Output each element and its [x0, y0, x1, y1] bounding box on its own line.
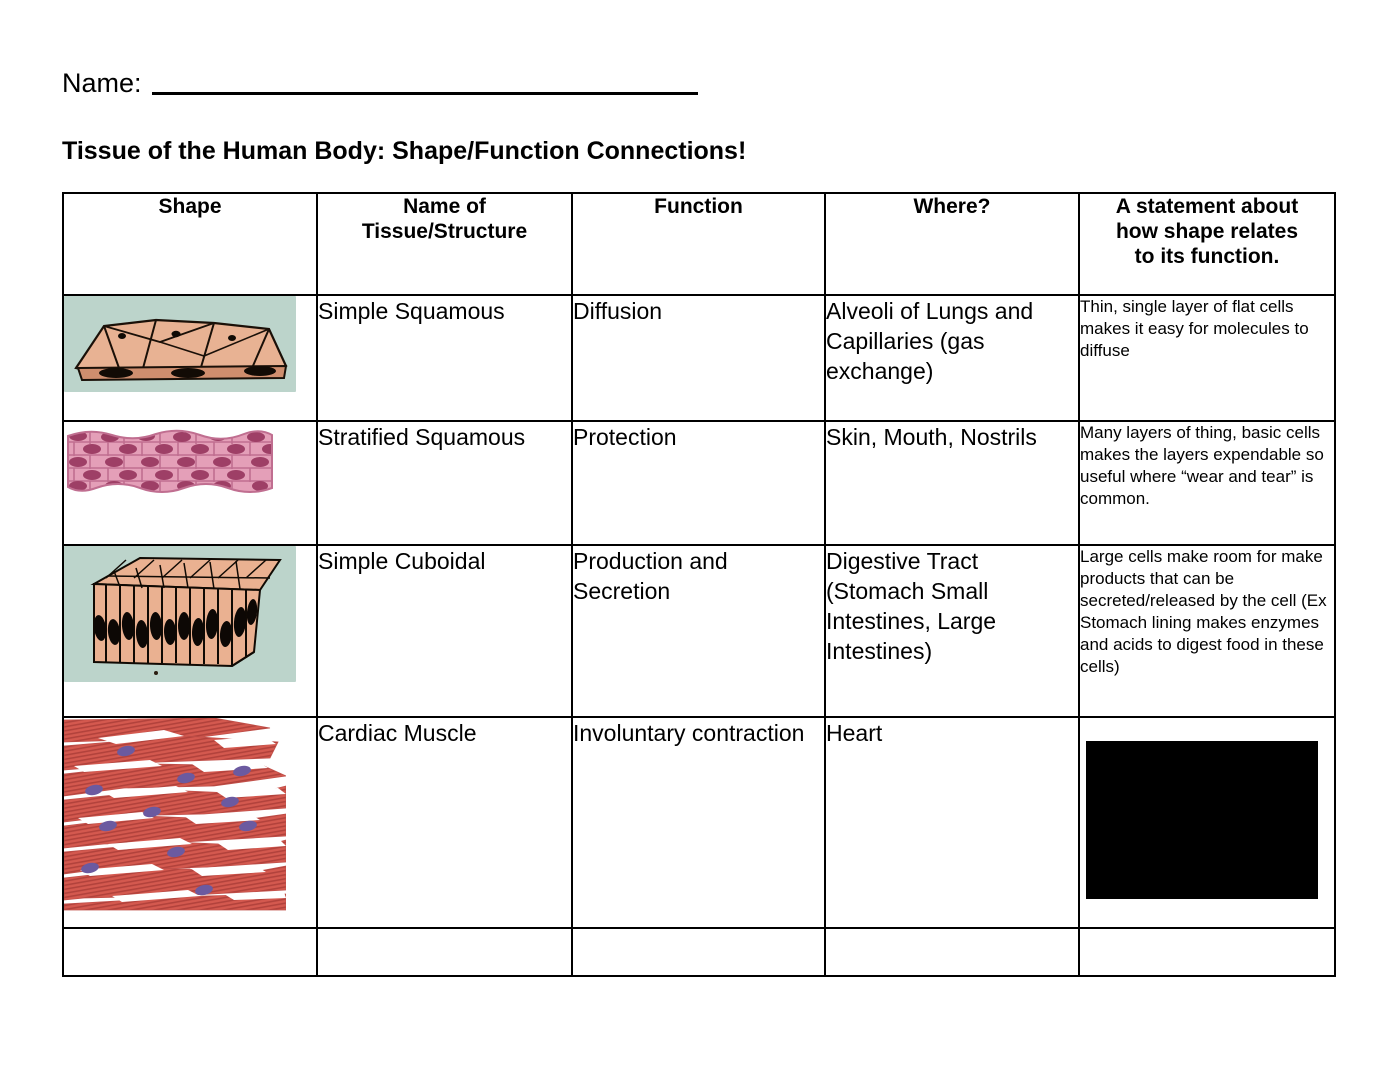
table-row	[63, 545, 1335, 717]
tissue-name-cell: Simple Cuboidal	[317, 545, 572, 717]
header-line: A statement about	[1115, 195, 1299, 218]
header-line: Where?	[913, 195, 991, 218]
header-line: Function	[654, 195, 743, 218]
tissue-name-cell: Cardiac Muscle	[317, 717, 572, 928]
table-row	[63, 717, 1335, 928]
redacted-content-block	[1086, 741, 1318, 899]
function-cell[interactable]	[572, 928, 825, 976]
shape-image-cell	[63, 545, 317, 717]
tissue-name-cell: Simple Squamous	[317, 295, 572, 421]
where-cell[interactable]	[825, 928, 1079, 976]
tissue-name-cell[interactable]	[317, 928, 572, 976]
stratified-squamous-epithelium-icon	[64, 422, 276, 500]
column-header-name	[317, 193, 572, 295]
table-row	[63, 421, 1335, 545]
shape-image-cell	[63, 295, 317, 421]
function-cell: Diffusion	[572, 295, 825, 421]
table-row	[63, 928, 1335, 976]
simple-squamous-epithelium-icon	[64, 296, 296, 392]
statement-cell: Many layers of thing, basic cells makes the layers expendable so useful where “wear and tear” is common.	[1079, 421, 1335, 545]
column-header-statement	[1079, 193, 1335, 295]
function-cell: Protection	[572, 421, 825, 545]
header-line: Name of	[403, 195, 486, 218]
statement-cell	[1079, 717, 1335, 928]
column-header-shape	[63, 193, 317, 295]
header-line: Shape	[158, 195, 222, 218]
tissue-name-cell: Stratified Squamous	[317, 421, 572, 545]
simple-cuboidal-epithelium-icon	[64, 546, 296, 682]
shape-image-cell	[63, 421, 317, 545]
table-header-row	[63, 193, 1335, 295]
where-cell: Heart	[825, 717, 1079, 928]
statement-cell: Thin, single layer of flat cells makes it easy for molecules to diffuse	[1079, 295, 1335, 421]
column-header-function	[572, 193, 825, 295]
where-cell: Digestive Tract (Stomach Small Intestines, Large Intestines)	[825, 545, 1079, 717]
statement-cell[interactable]	[1079, 928, 1335, 976]
header-line: Tissue/Structure	[361, 220, 528, 243]
table-row	[63, 295, 1335, 421]
shape-image-cell	[63, 717, 317, 928]
name-field-row	[62, 62, 698, 98]
statement-cell: Large cells make room for make products that can be secreted/released by the cell (Ex Stomach lining makes enzymes and acids to digest food in these cells)	[1079, 545, 1335, 717]
header-line: to its function.	[1134, 245, 1280, 268]
cardiac-muscle-tissue-icon	[64, 718, 286, 912]
name-label: Name:	[62, 68, 142, 98]
header-line: how shape relates	[1115, 220, 1299, 243]
function-cell: Production and Secretion	[572, 545, 825, 717]
tissue-table	[62, 192, 1336, 977]
column-header-where	[825, 193, 1079, 295]
page-title: Tissue of the Human Body: Shape/Function Connections!	[62, 137, 747, 165]
where-cell: Skin, Mouth, Nostrils	[825, 421, 1079, 545]
shape-image-cell[interactable]	[63, 928, 317, 976]
function-cell: Involuntary contraction	[572, 717, 825, 928]
where-cell: Alveoli of Lungs and Capillaries (gas exchange)	[825, 295, 1079, 421]
name-blank-line[interactable]	[152, 62, 698, 95]
